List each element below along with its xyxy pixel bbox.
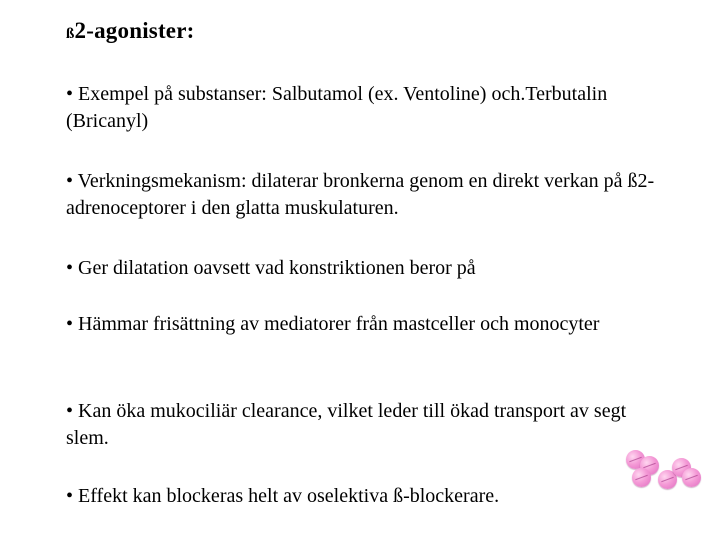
title-beta-symbol: ß xyxy=(66,26,75,42)
bullet-item-mediator-release xyxy=(66,311,666,338)
bullet-text: Effekt kan blockeras helt av oselektiva ß-blockerare. xyxy=(78,485,500,507)
bullet-marker: • xyxy=(66,170,74,192)
bullet-text: Kan öka mukociliär clearance, vilket leder till ökad transport av segt slem. xyxy=(66,400,627,449)
pill-icon xyxy=(632,468,651,487)
bullet-item-mechanism xyxy=(66,168,666,222)
bullet-text: Ger dilatation oavsett vad konstriktionen beror på xyxy=(78,257,476,279)
bullet-text: Verkningsmekanism: dilaterar bronkerna genom en direkt verkan på ß2-adrenoceptorer i den glatta muskulaturen. xyxy=(66,170,655,219)
bullet-marker: • xyxy=(66,400,74,422)
bullet-item-mucociliary-clearance xyxy=(66,398,666,452)
bullet-item-blockade xyxy=(66,483,666,510)
bullet-item-dilatation xyxy=(66,255,666,282)
bullet-marker: • xyxy=(66,257,74,279)
title-text: 2-agonister: xyxy=(74,18,195,43)
bullet-marker: • xyxy=(66,485,74,507)
bullet-marker: • xyxy=(66,83,74,105)
bullet-text: Hämmar frisättning av mediatorer från mastceller och monocyter xyxy=(78,313,600,335)
pill-icon xyxy=(682,468,701,487)
slide-title xyxy=(66,18,194,44)
bullet-marker: • xyxy=(66,313,74,335)
bullet-item-examples xyxy=(66,81,666,135)
pink-pills-icon xyxy=(622,444,704,494)
bullet-text: Exempel på substanser: Salbutamol (ex. Ventoline) och.Terbutalin (Bricanyl) xyxy=(66,83,608,132)
